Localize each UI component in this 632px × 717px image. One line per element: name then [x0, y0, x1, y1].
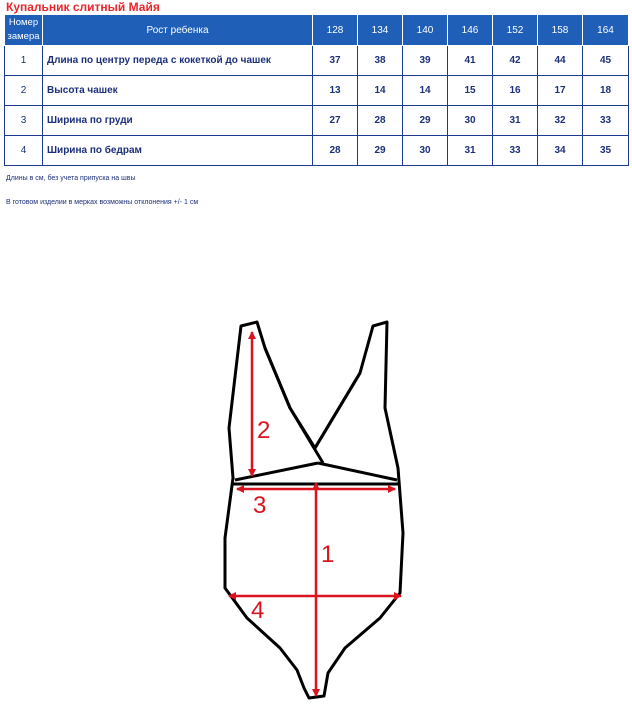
table-cell: 44 [538, 46, 583, 76]
neckline-cross [265, 348, 360, 463]
header-size: 158 [538, 15, 583, 46]
header-size: 152 [493, 15, 538, 46]
header-size: 134 [358, 15, 403, 46]
table-cell: 33 [583, 106, 629, 136]
measure-number: 1 [5, 46, 43, 76]
table-cell: 31 [448, 136, 493, 166]
table-cell: 37 [313, 46, 358, 76]
underbust-seam [235, 463, 397, 480]
measure-label: Длина по центру переда с кокеткой до чашек [43, 46, 313, 76]
table-row [5, 76, 629, 106]
measure-number: 3 [5, 106, 43, 136]
table-cell: 29 [358, 136, 403, 166]
table-cell: 16 [493, 76, 538, 106]
header-height-label: Рост ребенка [43, 15, 313, 46]
table-cell: 39 [403, 46, 448, 76]
table-header-row [5, 15, 629, 46]
table-cell: 33 [493, 136, 538, 166]
table-cell: 14 [403, 76, 448, 106]
table-cell: 30 [448, 106, 493, 136]
table-cell: 28 [313, 136, 358, 166]
table-cell: 14 [358, 76, 403, 106]
header-size: 128 [313, 15, 358, 46]
table-cell: 31 [493, 106, 538, 136]
table-cell: 13 [313, 76, 358, 106]
measure-label: Высота чашек [43, 76, 313, 106]
page-title: Купальник слитный Майя [6, 0, 160, 14]
table-cell: 41 [448, 46, 493, 76]
measure-label-1: 1 [321, 541, 335, 568]
table-cell: 45 [583, 46, 629, 76]
header-size: 164 [583, 15, 629, 46]
table-cell: 34 [538, 136, 583, 166]
table-cell: 38 [358, 46, 403, 76]
measurement-labels [251, 417, 334, 624]
measure-number: 2 [5, 76, 43, 106]
table-cell: 35 [583, 136, 629, 166]
table-cell: 18 [583, 76, 629, 106]
table-row [5, 136, 629, 166]
header-size: 140 [403, 15, 448, 46]
table-cell: 17 [538, 76, 583, 106]
table-cell: 29 [403, 106, 448, 136]
table-cell: 27 [313, 106, 358, 136]
table-cell: 32 [538, 106, 583, 136]
table-row [5, 46, 629, 76]
table-cell: 15 [448, 76, 493, 106]
table-cell: 42 [493, 46, 538, 76]
measure-label-4: 4 [251, 597, 265, 624]
swimsuit-diagram [215, 318, 415, 710]
header-measure-number: Номер замера [5, 15, 43, 46]
measure-label: Ширина по бедрам [43, 136, 313, 166]
size-table [4, 14, 629, 166]
table-row [5, 106, 629, 136]
measure-label-2: 2 [257, 417, 271, 444]
note-units: Длины в см, без учета припуска на швы [6, 175, 136, 182]
header-size: 146 [448, 15, 493, 46]
table-cell: 28 [358, 106, 403, 136]
note-tolerance: В готовом изделии в мерках возможны отклонения +/- 1 см [6, 199, 199, 206]
measure-number: 4 [5, 136, 43, 166]
measure-label: Ширина по груди [43, 106, 313, 136]
measure-label-3: 3 [253, 492, 267, 519]
table-cell: 30 [403, 136, 448, 166]
